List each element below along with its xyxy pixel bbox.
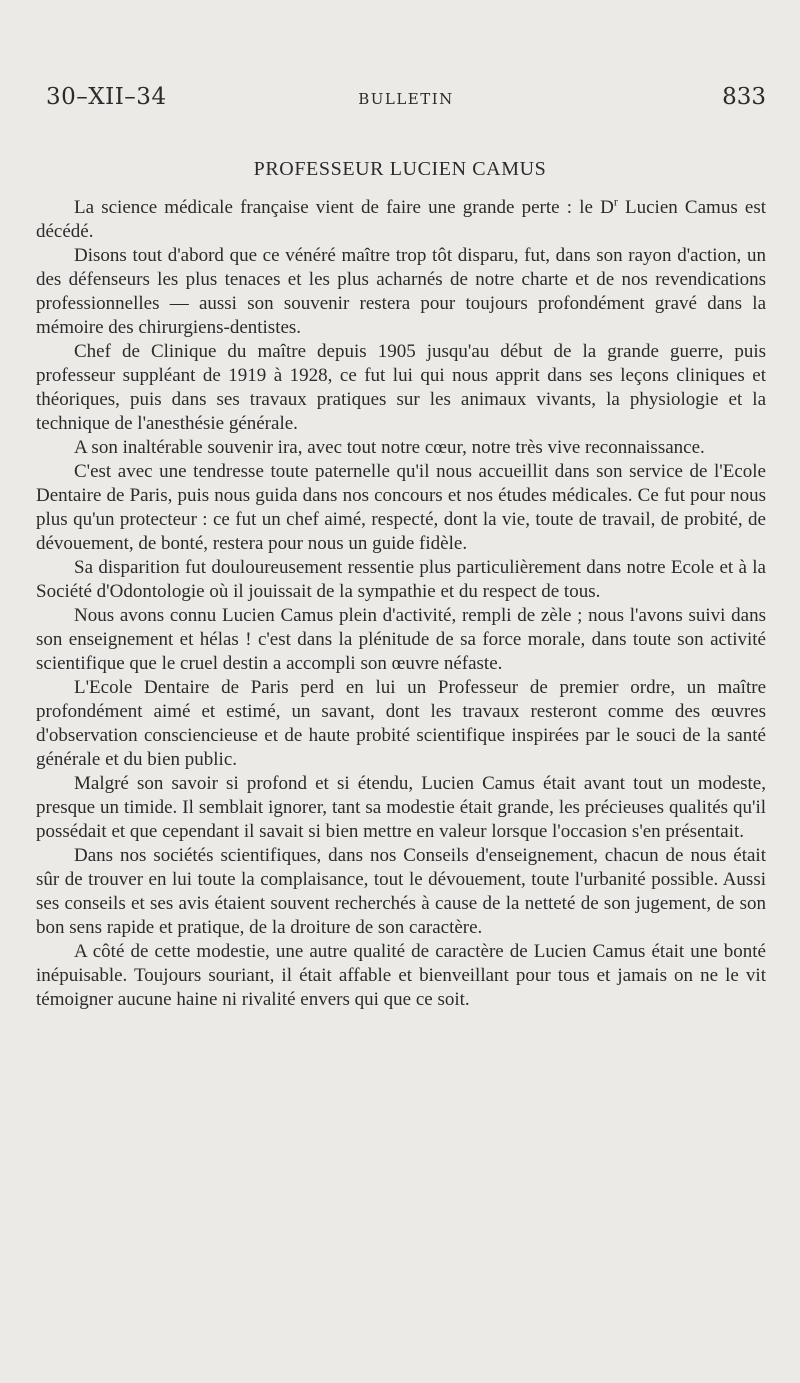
issue-date: 30–XII–34	[46, 84, 167, 110]
running-head	[46, 84, 766, 116]
doctor-abbrev-superscript: r	[613, 194, 618, 209]
paragraph: Disons tout d'abord que ce vénéré maître trop tôt disparu, fut, dans son rayon d'action, un des défenseurs les plus tenaces et les plus acharnés de notre charte et de nos revendications professionnelles — aussi son souvenir restera pour toujours profondément gravé dans la mémoire des chirurgiens-dentistes.	[36, 245, 766, 338]
bulletin-label: BULLETIN	[358, 90, 454, 108]
paragraph-intro	[36, 196, 766, 244]
article-body	[36, 196, 766, 1012]
paragraph: C'est avec une tendresse toute paternelle qu'il nous accueillit dans son service de l'Ecole Dentaire de Paris, puis nous guida dans nos concours et nos études médicales. Ce fut pour nous plus qu'un protecteur : ce fut un chef aimé, respecté, dont la vie, toute de travail, de probité, de dévouement, de bonté, restera pour nous un guide fidèle.	[36, 461, 766, 554]
intro-text-start: La science médicale française vient de faire une grande perte : le D	[74, 197, 614, 218]
paragraph: Nous avons connu Lucien Camus plein d'activité, rempli de zèle ; nous l'avons suivi dans son enseignement et hélas ! c'est dans la plénitude de sa force morale, dans toute son activité scientifique que le cruel destin a accompli son œuvre néfaste.	[36, 605, 766, 674]
paragraph: Sa disparition fut douloureusement ressentie plus particulièrement dans notre Ecole et à la Société d'Odontologie où il jouissait de la sympathie et du respect de tous.	[36, 557, 766, 602]
page-number: 833	[722, 84, 766, 110]
paragraph: L'Ecole Dentaire de Paris perd en lui un Professeur de premier ordre, un maître profondément aimé et estimé, un savant, dont les travaux resteront comme des œuvres d'observation consciencieuse et de haute probité scientifique inspirées par le souci de la santé générale et du bien public.	[36, 677, 766, 770]
intro-text-end: Lucien Camus est décédé.	[36, 197, 766, 242]
paragraph: Dans nos sociétés scientifiques, dans nos Conseils d'enseignement, chacun de nous était sûr de trouver en lui toute la complaisance, tout le dévouement, toute l'urbanité possible. Aussi ses conseils et ses avis étaient souvent recherchés à cause de la netteté de son jugement, de son bon sens rapide et pratique, de la droiture de son caractère.	[36, 845, 766, 938]
paragraph: A son inaltérable souvenir ira, avec tout notre cœur, notre très vive reconnaissance.	[74, 437, 705, 458]
paragraph: Malgré son savoir si profond et si étendu, Lucien Camus était avant tout un modeste, presque un timide. Il semblait ignorer, tant sa modestie était grande, les précieuses qualités qu'il possédait et que cependant il savait si bien mettre en valeur lorsque l'occasion s'en présentait.	[36, 773, 766, 842]
paragraph: A côté de cette modestie, une autre qualité de caractère de Lucien Camus était une bonté inépuisable. Toujours souriant, il était affable et bienveillant pour tous et jamais on ne le vit témoigner aucune haine ni rivalité envers qui que ce soit.	[36, 941, 766, 1010]
article-title: PROFESSEUR LUCIEN CAMUS	[253, 158, 547, 180]
paragraph: Chef de Clinique du maître depuis 1905 jusqu'au début de la grande guerre, puis professeur suppléant de 1919 à 1928, ce fut lui qui nous apprit dans ses leçons cliniques et théoriques, puis dans ses travaux pratiques sur les animaux vivants, la physiologie et la technique de l'anesthésie générale.	[36, 341, 766, 434]
